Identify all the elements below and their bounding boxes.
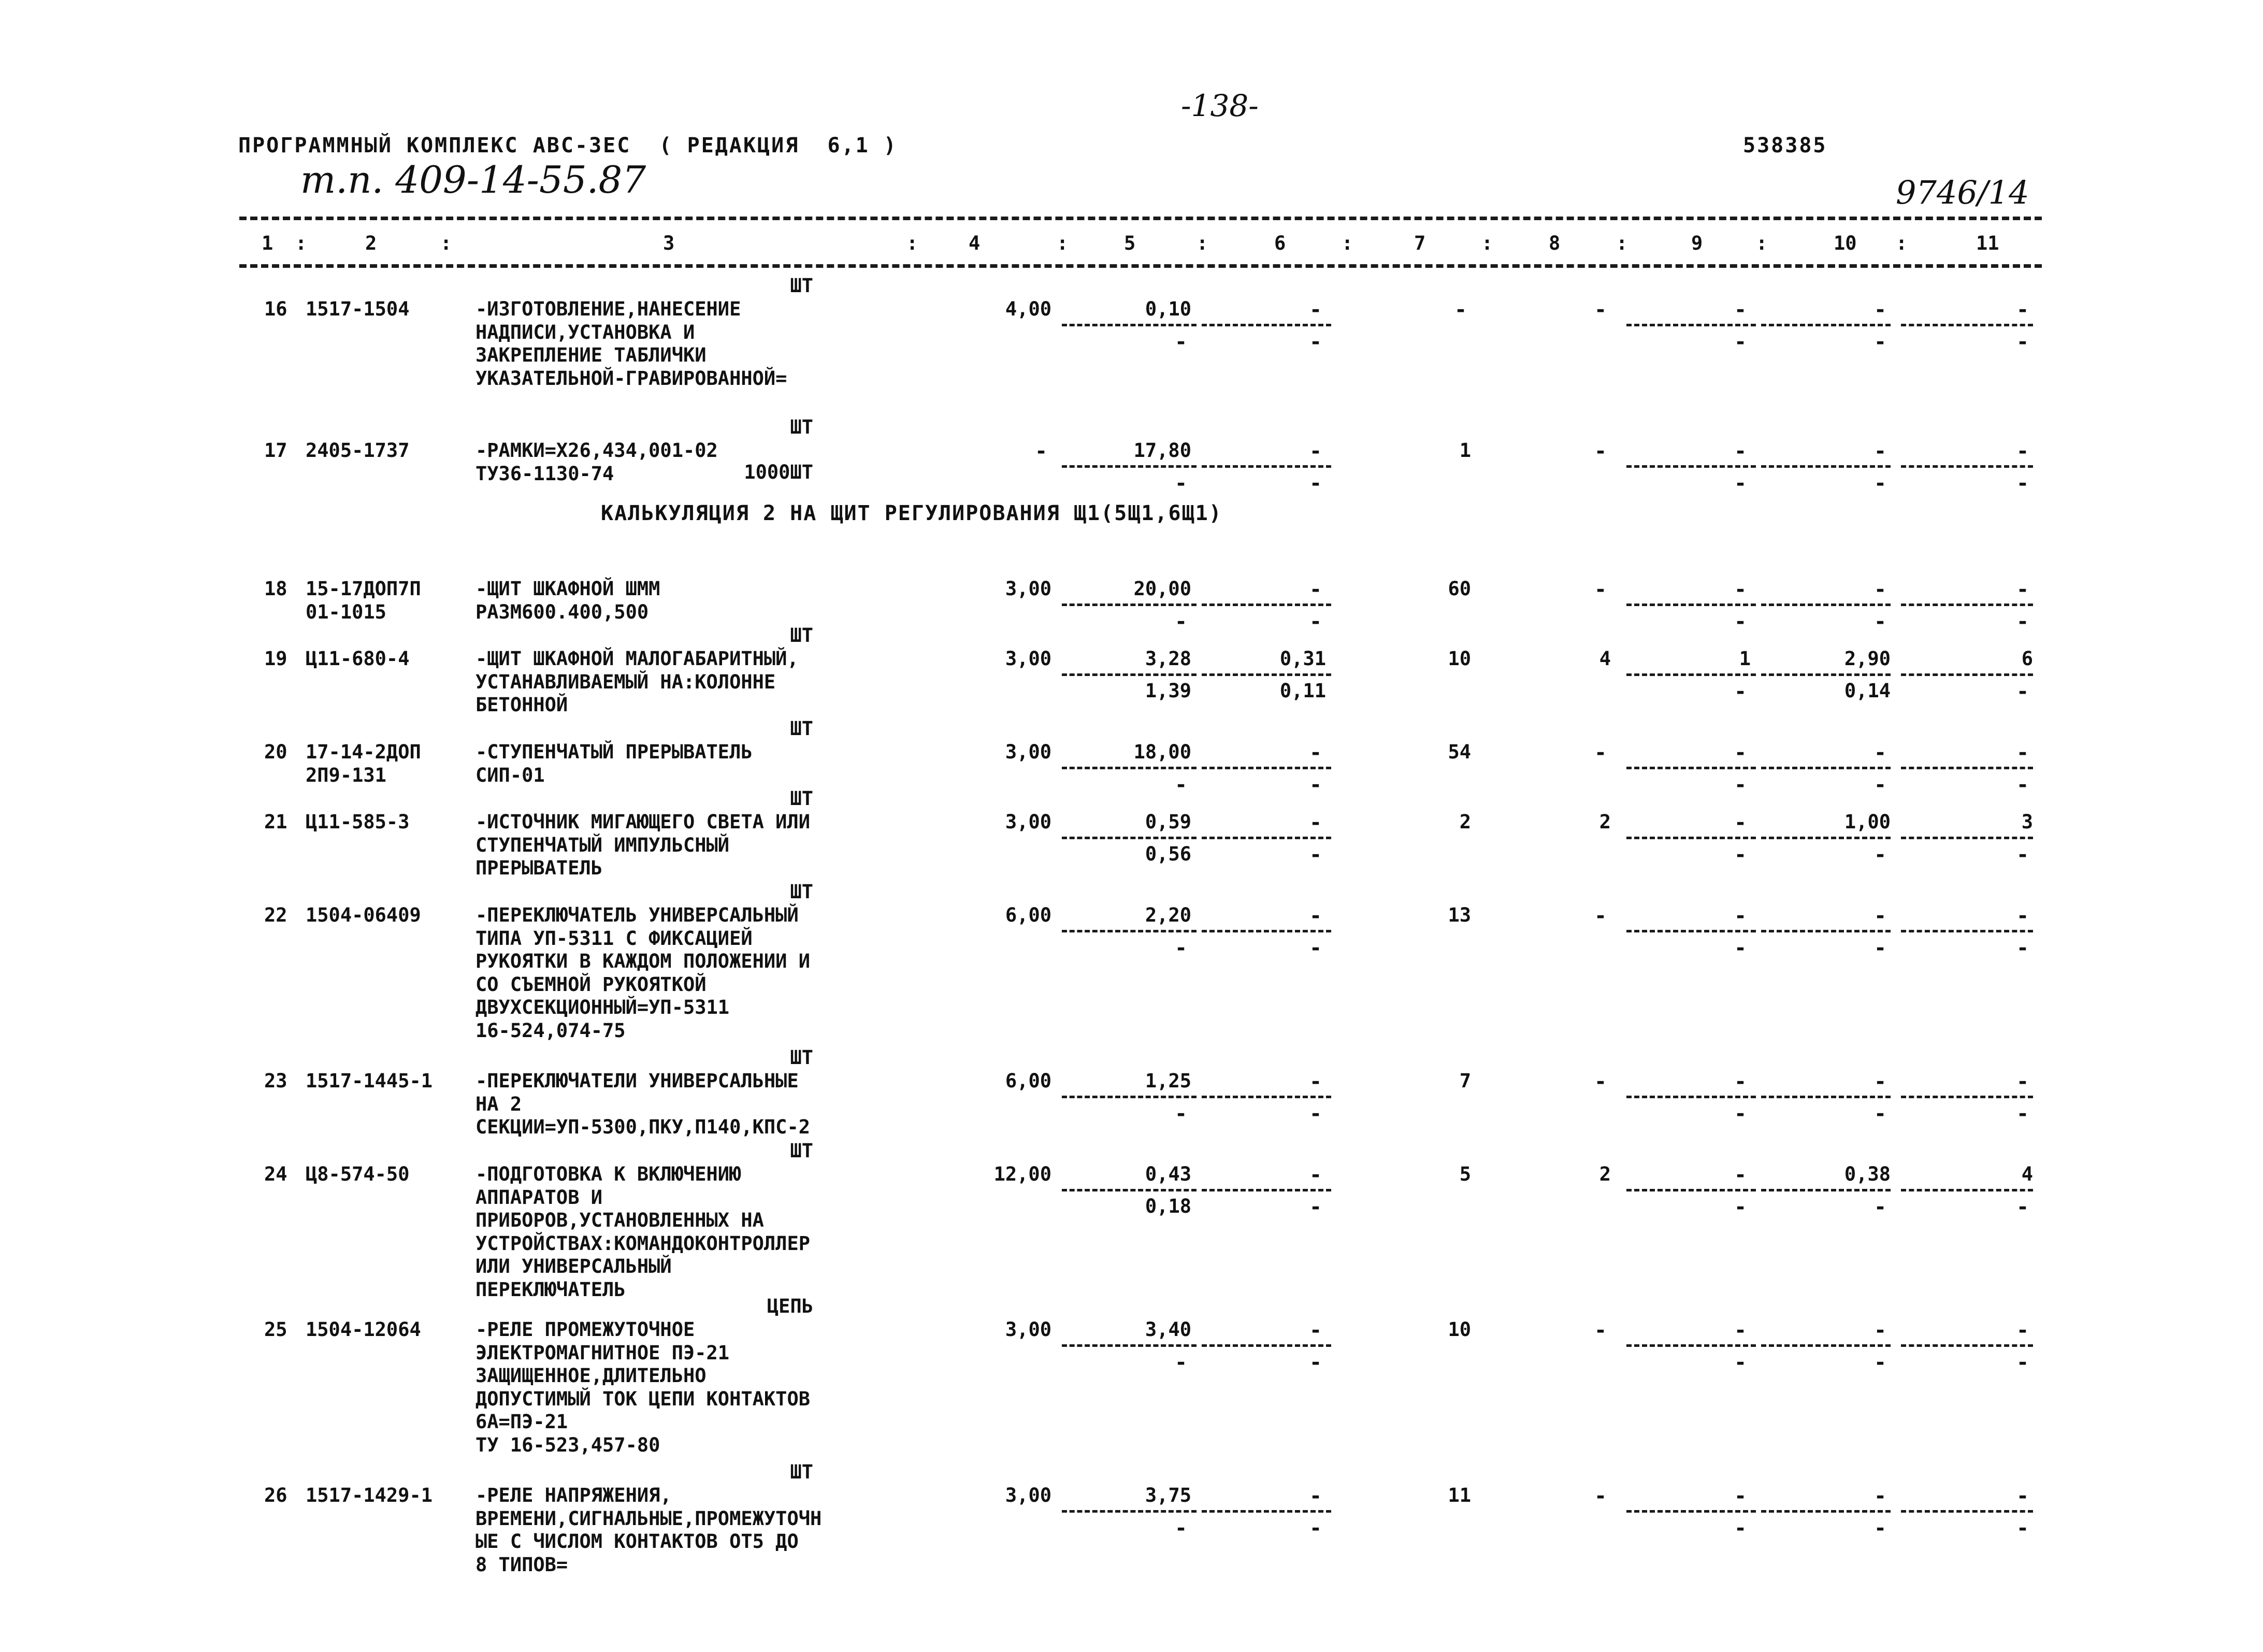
- unit-label: ШТ: [790, 1046, 813, 1069]
- item-code: 1517-1504: [306, 298, 410, 320]
- col7-value: 60: [1448, 578, 1471, 600]
- col6-value: -: [1309, 1318, 1322, 1342]
- header-rule-bottom: [239, 264, 2042, 268]
- col8-value: -: [1594, 1318, 1607, 1342]
- col5-value-2: -: [1174, 1102, 1188, 1126]
- col11-value: 4: [2021, 1163, 2033, 1185]
- col5-value-2: -: [1174, 773, 1188, 797]
- row-divider: [1626, 1189, 1756, 1191]
- row-divider: [1761, 1096, 1891, 1098]
- column-header-9: 9: [1691, 232, 1703, 254]
- row-divider: [1626, 1096, 1756, 1098]
- row-divider: [1761, 837, 1891, 839]
- row-divider: [1901, 1189, 2033, 1191]
- col6-value-2: -: [1309, 610, 1322, 634]
- page-number: -138-: [1181, 88, 1259, 123]
- item-description: -РЕЛЕ НАПРЯЖЕНИЯ, ВРЕМЕНИ,СИГНАЛЬНЫЕ,ПРОМЕЖУТОЧН ЫЕ С ЧИСЛОМ КОНТАКТОВ ОТ5 ДО 8 ТИПОВ=: [475, 1484, 822, 1576]
- row-divider: [1062, 767, 1197, 769]
- col7-value: 1: [1459, 439, 1471, 462]
- col6-value: -: [1309, 1484, 1322, 1508]
- col10-value-2: -: [1873, 773, 1887, 797]
- col10-value-2: -: [1873, 936, 1887, 960]
- col6-value-2: -: [1309, 773, 1322, 797]
- col6-value: -: [1309, 904, 1322, 928]
- row-divider: [1761, 604, 1891, 606]
- col10-value-2: -: [1873, 1102, 1887, 1126]
- col9-value-2: -: [1734, 773, 1747, 797]
- col10-value: 0,38: [1844, 1163, 1891, 1185]
- column-separator: :: [1342, 232, 1353, 254]
- row-divider: [1901, 324, 2033, 326]
- row-divider: [1062, 465, 1197, 468]
- column-header-6: 6: [1274, 232, 1286, 254]
- item-description: -РАМКИ=Х26,434,001-02 ТУ36-1130-74: [475, 439, 718, 485]
- header-rule-top: [239, 217, 2042, 220]
- col10-value-2: 0,14: [1844, 680, 1891, 702]
- row-divider: [1901, 465, 2033, 468]
- row-divider: [1761, 930, 1891, 932]
- row-divider: [1901, 1344, 2033, 1347]
- row-number: 24: [264, 1163, 287, 1185]
- row-divider: [1626, 930, 1756, 932]
- col5-value: 0,10: [1145, 298, 1191, 320]
- col5-value: 0,43: [1145, 1163, 1191, 1185]
- col8-value: -: [1594, 298, 1607, 322]
- col7-value: 13: [1448, 904, 1471, 926]
- document-code: 538385: [1743, 134, 1827, 157]
- col11-value-2: -: [2016, 1351, 2029, 1374]
- col10-value-2: -: [1873, 471, 1887, 495]
- col10-value-2: -: [1873, 1351, 1887, 1374]
- col10-value-2: -: [1873, 330, 1887, 354]
- col9-value-2: -: [1734, 330, 1747, 354]
- col9-value-2: -: [1734, 936, 1747, 960]
- row-divider: [1202, 324, 1331, 326]
- row-divider: [1901, 1096, 2033, 1098]
- item-code: 1517-1445-1: [306, 1070, 433, 1092]
- col6-value: -: [1309, 439, 1322, 463]
- col9-value: -: [1734, 904, 1747, 928]
- unit-label: ШТ: [790, 275, 813, 297]
- row-divider: [1202, 767, 1331, 769]
- sheet-reference: 9746/14: [1896, 174, 2029, 211]
- row-divider: [1062, 930, 1197, 932]
- row-divider: [1202, 1189, 1331, 1191]
- col9-value-2: -: [1734, 610, 1747, 634]
- col9-value: -: [1734, 1484, 1747, 1508]
- col11-value: -: [2016, 1484, 2029, 1508]
- col9-value-2: -: [1734, 1351, 1747, 1374]
- col11-value-2: -: [2016, 330, 2029, 354]
- row-number: 21: [264, 811, 287, 833]
- row-divider: [1062, 673, 1197, 676]
- row-divider: [1626, 604, 1756, 606]
- column-header-7: 7: [1414, 232, 1426, 254]
- col8-value: -: [1594, 1484, 1607, 1508]
- row-divider: [1062, 324, 1197, 326]
- col4-value: 3,00: [1005, 578, 1051, 600]
- row-divider: [1761, 1510, 1891, 1513]
- col5-value: 3,40: [1145, 1318, 1191, 1341]
- unit-label: ШТ: [790, 624, 813, 647]
- row-divider: [1626, 324, 1756, 326]
- col5-value-2: -: [1174, 1351, 1188, 1374]
- col6-value-2: -: [1309, 1195, 1322, 1219]
- col9-value: -: [1734, 741, 1747, 765]
- col10-value: -: [1873, 298, 1887, 322]
- col9-value-2: -: [1734, 1102, 1747, 1126]
- unit-label: ШТ: [790, 881, 813, 903]
- program-title: ПРОГРАММНЫЙ КОМПЛЕКС АВС-3ЕС ( РЕДАКЦИЯ 6,1 ): [238, 134, 898, 157]
- col4-value: 6,00: [1005, 904, 1051, 926]
- item-description: -СТУПЕНЧАТЫЙ ПРЕРЫВАТЕЛЬ СИП-01: [475, 741, 753, 786]
- col4-value: 12,00: [993, 1163, 1051, 1185]
- row-divider: [1761, 673, 1891, 676]
- row-number: 19: [264, 648, 287, 670]
- row-divider: [1062, 1189, 1197, 1191]
- row-divider: [1901, 673, 2033, 676]
- row-divider: [1901, 837, 2033, 839]
- col9-value-2: -: [1734, 680, 1747, 703]
- item-code: 1504-12064: [306, 1318, 421, 1341]
- column-separator: :: [1896, 232, 1908, 254]
- col6-value: -: [1309, 1070, 1322, 1094]
- col7-value: 11: [1448, 1484, 1471, 1506]
- col11-value: -: [2016, 298, 2029, 322]
- col9-value-2: -: [1734, 1516, 1747, 1540]
- column-separator: :: [440, 232, 452, 254]
- row-divider: [1202, 673, 1331, 676]
- section-heading: КАЛЬКУЛЯЦИЯ 2 НА ЩИТ РЕГУЛИРОВАНИЯ Щ1(5Щ1,6Щ1): [601, 501, 1222, 525]
- column-header-11: 11: [1976, 232, 1999, 254]
- col9-value: -: [1734, 298, 1747, 322]
- row-divider: [1626, 837, 1756, 839]
- col7-value: 7: [1459, 1070, 1471, 1092]
- col10-value-2: -: [1873, 610, 1887, 634]
- col6-value: -: [1309, 1163, 1322, 1187]
- col11-value-2: -: [2016, 773, 2029, 797]
- row-divider: [1202, 1510, 1331, 1513]
- column-header-5: 5: [1124, 232, 1136, 254]
- col9-value: -: [1734, 811, 1747, 835]
- col6-value: -: [1309, 811, 1322, 835]
- row-divider: [1901, 767, 2033, 769]
- col10-value-2: -: [1873, 1195, 1887, 1219]
- unit-label: ШТ: [790, 1140, 813, 1162]
- col5-value-2: 0,18: [1145, 1195, 1191, 1217]
- item-description: -ЩИТ ШКАФНОЙ МАЛОГАБАРИТНЫЙ, УСТАНАВЛИВАЕМЫЙ НА:КОЛОННЕ БЕТОННОЙ: [475, 648, 799, 716]
- column-header-3: 3: [663, 232, 675, 254]
- item-description: -ПЕРЕКЛЮЧАТЕЛЬ УНИВЕРСАЛЬНЫЙ ТИПА УП-5311 С ФИКСАЦИЕЙ РУКОЯТКИ В КАЖДОМ ПОЛОЖЕНИИ И СО СЪЕМНОЙ РУКОЯТКОЙ ДВУХСЕКЦИОННЫЙ=УП-5311 16-524,074-75: [475, 904, 811, 1042]
- col5-value-2: -: [1174, 1516, 1188, 1540]
- col9-value-2: -: [1734, 1195, 1747, 1219]
- row-number: 17: [264, 439, 287, 462]
- col6-value-2: -: [1309, 936, 1322, 960]
- col8-value: 2: [1599, 811, 1611, 833]
- col10-value: -: [1873, 1484, 1887, 1508]
- row-number: 23: [264, 1070, 287, 1092]
- col7-value: -: [1454, 298, 1467, 322]
- col9-value: -: [1734, 1163, 1747, 1187]
- row-divider: [1062, 1344, 1197, 1347]
- col5-value-2: 0,56: [1145, 843, 1191, 865]
- column-separator: :: [1057, 232, 1069, 254]
- col6-value: -: [1309, 741, 1322, 765]
- col4-value: 3,00: [1005, 811, 1051, 833]
- row-number: 16: [264, 298, 287, 320]
- col6-value-2: -: [1309, 843, 1322, 867]
- col6-value-2: -: [1309, 1516, 1322, 1540]
- column-header-row: [239, 232, 2042, 258]
- col8-value: 4: [1599, 648, 1611, 670]
- col8-value: -: [1594, 1070, 1607, 1094]
- col5-value: 1,25: [1145, 1070, 1191, 1092]
- col10-value: -: [1873, 439, 1887, 463]
- col11-value: 6: [2021, 648, 2033, 670]
- item-code: Ц11-680-4: [306, 648, 410, 670]
- item-description: -РЕЛЕ ПРОМЕЖУТОЧНОЕ ЭЛЕКТРОМАГНИТНОЕ ПЭ-21 ЗАЩИЩЕННОЕ,ДЛИТЕЛЬНО ДОПУСТИМЫЙ ТОК ЦЕПИ КОНТАКТОВ 6А=ПЭ-21 ТУ 16-523,457-80: [475, 1318, 811, 1456]
- row-divider: [1901, 930, 2033, 932]
- col9-value: -: [1734, 578, 1747, 601]
- col6-value: 0,31: [1279, 648, 1326, 670]
- col5-value: 20,00: [1133, 578, 1191, 600]
- column-separator: :: [1756, 232, 1768, 254]
- col5-value: 3,28: [1145, 648, 1191, 670]
- col10-value: -: [1873, 1070, 1887, 1094]
- row-divider: [1761, 1344, 1891, 1347]
- col7-value: 5: [1459, 1163, 1471, 1185]
- col7-value: 10: [1448, 648, 1471, 670]
- row-divider: [1202, 465, 1331, 468]
- col11-value: -: [2016, 904, 2029, 928]
- col4-value: 3,00: [1005, 1318, 1051, 1341]
- unit-label: ШТ: [790, 787, 813, 810]
- item-description: -ИЗГОТОВЛЕНИЕ,НАНЕСЕНИЕ НАДПИСИ,УСТАНОВКА И ЗАКРЕПЛЕНИЕ ТАБЛИЧКИ УКАЗАТЕЛЬНОЙ-ГРАВИРОВАННОЙ=: [475, 298, 787, 390]
- row-number: 18: [264, 578, 287, 600]
- item-description: -ИСТОЧНИК МИГАЮЩЕГО СВЕТА ИЛИ СТУПЕНЧАТЫЙ ИМПУЛЬСНЫЙ ПРЕРЫВАТЕЛЬ: [475, 811, 811, 879]
- col10-value: -: [1873, 1318, 1887, 1342]
- column-header-2: 2: [365, 232, 377, 254]
- col10-value: -: [1873, 741, 1887, 765]
- col9-value-2: -: [1734, 843, 1747, 867]
- item-code: 1517-1429-1: [306, 1484, 433, 1506]
- item-code: Ц8-574-50: [306, 1163, 410, 1185]
- row-divider: [1761, 767, 1891, 769]
- project-number: т.п. 409-14-55.87: [300, 158, 646, 202]
- row-number: 25: [264, 1318, 287, 1341]
- col11-value: -: [2016, 578, 2029, 601]
- col9-value: -: [1734, 1070, 1747, 1094]
- col11-value: -: [2016, 1070, 2029, 1094]
- column-header-4: 4: [969, 232, 981, 254]
- col5-value: 18,00: [1133, 741, 1191, 763]
- col5-value: 17,80: [1133, 439, 1191, 462]
- row-divider: [1626, 767, 1756, 769]
- column-header-1: 1: [262, 232, 273, 254]
- col8-value: 2: [1599, 1163, 1611, 1185]
- unit-label: ШТ: [790, 717, 813, 740]
- row-divider: [1901, 604, 2033, 606]
- row-divider: [1202, 1096, 1331, 1098]
- row-divider: [1761, 324, 1891, 326]
- col10-value: -: [1873, 578, 1887, 601]
- col10-value-2: -: [1873, 1516, 1887, 1540]
- col11-value-2: -: [2016, 471, 2029, 495]
- col5-value: 0,59: [1145, 811, 1191, 833]
- col5-value-2: -: [1174, 936, 1188, 960]
- col10-value-2: -: [1873, 843, 1887, 867]
- col4-value: 3,00: [1005, 741, 1051, 763]
- item-code: 17-14-2ДОП 2П9-131: [306, 741, 421, 786]
- item-description: -ЩИТ ШКАФНОЙ ШММ РАЗМ600.400,500: [475, 578, 660, 623]
- col5-value: 2,20: [1145, 904, 1191, 926]
- col11-value-2: -: [2016, 843, 2029, 867]
- item-code: 15-17ДОП7П 01-1015: [306, 578, 421, 623]
- row-divider: [1202, 837, 1331, 839]
- row-divider: [1626, 673, 1756, 676]
- col7-value: 54: [1448, 741, 1471, 763]
- col5-value-2: -: [1174, 330, 1188, 354]
- unit-label: ШТ: [790, 1461, 813, 1483]
- col6-value: -: [1309, 298, 1322, 322]
- col11-value-2: -: [2016, 936, 2029, 960]
- col11-value-2: -: [2016, 610, 2029, 634]
- col9-value: -: [1734, 439, 1747, 463]
- col11-value-2: -: [2016, 1195, 2029, 1219]
- row-divider: [1062, 1510, 1197, 1513]
- col10-value: -: [1873, 904, 1887, 928]
- col4-value: 4,00: [1005, 298, 1051, 320]
- item-description: -ПОДГОТОВКА К ВКЛЮЧЕНИЮ АППАРАТОВ И ПРИБОРОВ,УСТАНОВЛЕННЫХ НА УСТРОЙСТВАХ:КОМАНДОКОНТРОЛЛЕР ИЛИ УНИВЕРСАЛЬНЫЙ ПЕРЕКЛЮЧАТЕЛЬ: [475, 1163, 811, 1301]
- col8-value: -: [1594, 904, 1607, 928]
- item-code: 2405-1737: [306, 439, 410, 462]
- col4-value: 3,00: [1005, 648, 1051, 670]
- col7-value: 10: [1448, 1318, 1471, 1341]
- row-divider: [1062, 1096, 1197, 1098]
- row-divider: [1761, 465, 1891, 468]
- col5-value-2: -: [1174, 471, 1188, 495]
- col11-value: -: [2016, 439, 2029, 463]
- unit-label-2: 1000ШТ: [744, 461, 813, 483]
- col11-value-2: -: [2016, 1516, 2029, 1540]
- row-divider: [1901, 1510, 2033, 1513]
- col8-value: -: [1594, 741, 1607, 765]
- row-number: 22: [264, 904, 287, 926]
- row-divider: [1626, 465, 1756, 468]
- col6-value-2: -: [1309, 330, 1322, 354]
- col7-value: 2: [1459, 811, 1471, 833]
- item-code: 1504-06409: [306, 904, 421, 926]
- col11-value-2: -: [2016, 1102, 2029, 1126]
- column-separator: :: [1616, 232, 1628, 254]
- col10-value: 1,00: [1844, 811, 1891, 833]
- row-divider: [1626, 1510, 1756, 1513]
- col11-value: -: [2016, 741, 2029, 765]
- col4-value: -: [1034, 439, 1048, 463]
- col5-value: 3,75: [1145, 1484, 1191, 1506]
- row-divider: [1062, 604, 1197, 606]
- row-divider: [1202, 604, 1331, 606]
- col5-value-2: -: [1174, 610, 1188, 634]
- unit-label: ЦЕПЬ: [767, 1295, 813, 1317]
- item-description: -ПЕРЕКЛЮЧАТЕЛИ УНИВЕРСАЛЬНЫЕ НА 2 СЕКЦИИ=УП-5300,ПКУ,П140,КПС-2: [475, 1070, 811, 1138]
- col10-value: 2,90: [1844, 648, 1891, 670]
- col11-value: -: [2016, 1318, 2029, 1342]
- col6-value-2: 0,11: [1279, 680, 1326, 702]
- col9-value-2: -: [1734, 471, 1747, 495]
- column-separator: :: [906, 232, 918, 254]
- row-divider: [1626, 1344, 1756, 1347]
- col8-value: -: [1594, 439, 1607, 463]
- row-number: 26: [264, 1484, 287, 1506]
- col5-value-2: 1,39: [1145, 680, 1191, 702]
- column-separator: :: [295, 232, 307, 254]
- col8-value: -: [1594, 578, 1607, 601]
- row-divider: [1202, 1344, 1331, 1347]
- col6-value-2: -: [1309, 471, 1322, 495]
- row-number: 20: [264, 741, 287, 763]
- unit-label: ШТ: [790, 416, 813, 438]
- col6-value-2: -: [1309, 1351, 1322, 1374]
- row-divider: [1062, 837, 1197, 839]
- row-divider: [1202, 930, 1331, 932]
- col11-value-2: -: [2016, 680, 2029, 703]
- col11-value: 3: [2021, 811, 2033, 833]
- col4-value: 6,00: [1005, 1070, 1051, 1092]
- column-header-8: 8: [1549, 232, 1561, 254]
- col6-value-2: -: [1309, 1102, 1322, 1126]
- col9-value: 1: [1739, 648, 1751, 670]
- row-divider: [1761, 1189, 1891, 1191]
- col4-value: 3,00: [1005, 1484, 1051, 1506]
- col9-value: -: [1734, 1318, 1747, 1342]
- item-code: Ц11-585-3: [306, 811, 410, 833]
- column-separator: :: [1481, 232, 1493, 254]
- column-header-10: 10: [1834, 232, 1857, 254]
- col6-value: -: [1309, 578, 1322, 601]
- column-separator: :: [1197, 232, 1208, 254]
